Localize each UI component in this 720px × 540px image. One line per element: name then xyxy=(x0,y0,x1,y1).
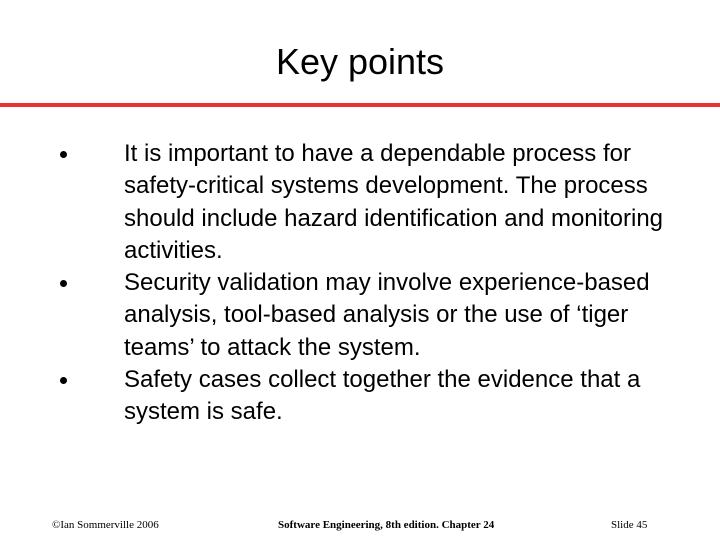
bullet-dot-icon xyxy=(60,151,67,158)
bullet-text: Safety cases collect together the evidence that a system is safe. xyxy=(124,366,641,426)
bullet-item xyxy=(60,364,700,429)
bullet-dot-icon xyxy=(60,280,67,287)
bullet-item xyxy=(60,267,700,364)
footer-slide-number: Slide 45 xyxy=(611,519,648,531)
slide-title: Key points xyxy=(275,41,445,82)
bullet-dot-icon xyxy=(60,377,67,384)
bullet-list xyxy=(60,138,700,429)
bullet-text: Security validation may involve experience-based analysis, tool-based analysis or the use of ‘tiger teams’ to attack the system. xyxy=(124,269,650,361)
bullet-item xyxy=(60,138,700,267)
footer-copyright: ©Ian Sommerville 2006 xyxy=(52,519,159,531)
footer-book-title: Software Engineering, 8th edition. Chapter 24 xyxy=(278,519,495,531)
title-divider xyxy=(0,103,720,107)
bullet-text: It is important to have a dependable process for safety-critical systems development. The process should include hazard identification and monitoring activities. xyxy=(124,140,664,264)
